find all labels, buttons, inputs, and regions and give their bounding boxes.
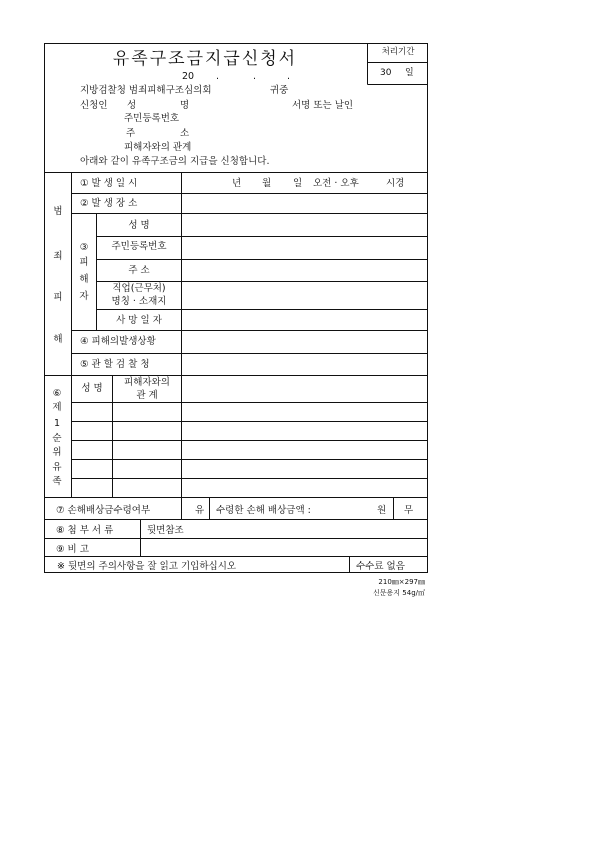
processing-period-unit: 일 (405, 68, 414, 78)
compensation-won: 원 (377, 505, 387, 516)
victim-label-2: 피 (79, 257, 89, 268)
notice-text: ※ 뒷면의 주의사항을 잘 읽고 기입하십시오 (57, 561, 237, 572)
occurrence-place-label: ② 발 생 장 소 (80, 198, 138, 209)
addressee-office: 지방검찰청 범죄피해구조심의회 (80, 85, 212, 96)
applicant-sign: 서명 또는 날인 (292, 100, 354, 111)
date-dot-3: . (287, 71, 291, 82)
occurrence-hour: 시경 (386, 178, 405, 189)
form-title: 유족구조금지급신청서 (112, 49, 298, 69)
heirs-col-relation-a: 피해자와의 (124, 377, 170, 388)
heirs-side-label-6: 유 (52, 462, 62, 473)
application-statement: 아래와 같이 유족구조금의 지급을 신청합니다. (80, 156, 270, 167)
victim-job-label-b: 명칭 · 소재지 (111, 296, 167, 307)
victim-addr-label: 주 소 (128, 265, 150, 276)
heirs-side-label-4: 순 (52, 433, 62, 444)
occurrence-month: 월 (262, 178, 272, 189)
form-outer-border (45, 44, 428, 573)
processing-period-value: 30 (380, 68, 392, 78)
compensation-no: 무 (404, 505, 414, 516)
heirs-side-label-3: 1 (53, 418, 61, 429)
compensation-label: ⑦ 손해배상금수령여부 (56, 505, 151, 516)
heirs-side-label-1: ⑥ (52, 388, 62, 399)
victim-rrn-label: 주민등록번호 (111, 241, 167, 252)
occurrence-day: 일 (293, 178, 303, 189)
heirs-side-label-2: 제 (52, 402, 62, 413)
heirs-side-label-5: 위 (52, 447, 62, 458)
occurrence-datetime-label: ① 발 생 일 시 (80, 178, 138, 189)
victim-label-3: 해 (79, 274, 89, 285)
attachments-value: 뒷면참조 (147, 525, 184, 536)
victim-label-1: ③ (79, 242, 89, 253)
occurrence-year: 년 (232, 178, 242, 189)
paper-size-text: 210㎜×297㎜ (378, 578, 425, 586)
crime-side-label-3: 피 (53, 292, 63, 303)
compensation-yes: 유 (195, 505, 205, 516)
crime-side-label-2: 죄 (53, 251, 63, 262)
crime-side-label-1: 범 (53, 206, 63, 217)
victim-label-4: 자 (79, 291, 89, 302)
compensation-received-label: 수령한 손해 배상금액 : (216, 505, 311, 516)
victim-name-label: 성 명 (128, 220, 150, 231)
applicant-addr-b: 소 (180, 128, 190, 139)
date-dot-2: . (253, 71, 257, 82)
applicant-name-b: 명 (180, 100, 190, 111)
attachments-label: ⑧ 첨 부 서 류 (56, 525, 114, 536)
occurrence-ampm: 오전 · 오후 (313, 178, 359, 189)
date-year: 20 (182, 71, 195, 82)
victim-job-label-a: 직업(근무처) (112, 283, 166, 294)
fee-text: 수수료 없음 (356, 561, 405, 572)
applicant-addr-a: 주 (126, 128, 136, 139)
paper-type-text: 신문용지 54g/㎡ (373, 589, 425, 597)
heirs-side-label-7: 족 (52, 476, 62, 487)
addressee-honorific: 귀중 (270, 85, 289, 96)
remarks-label: ⑨ 비 고 (56, 544, 89, 555)
heirs-col-name: 성 명 (81, 383, 103, 394)
applicant-rrn-label: 주민등록번호 (124, 113, 180, 124)
applicant-name-a: 성 (127, 100, 137, 111)
date-dot-1: . (216, 71, 220, 82)
applicant-relation-label: 피해자와의 관계 (124, 142, 192, 153)
prosecution-label: ⑤ 관 할 검 찰 청 (80, 359, 150, 370)
applicant-label: 신청인 (80, 100, 108, 111)
victim-death-date-label: 사 망 일 자 (116, 315, 162, 326)
circumstance-label: ④ 피해의발생상황 (80, 336, 156, 347)
processing-period-label: 처리기간 (381, 47, 415, 57)
heirs-col-relation-b: 관 계 (136, 390, 158, 401)
crime-side-label-4: 해 (53, 334, 63, 345)
